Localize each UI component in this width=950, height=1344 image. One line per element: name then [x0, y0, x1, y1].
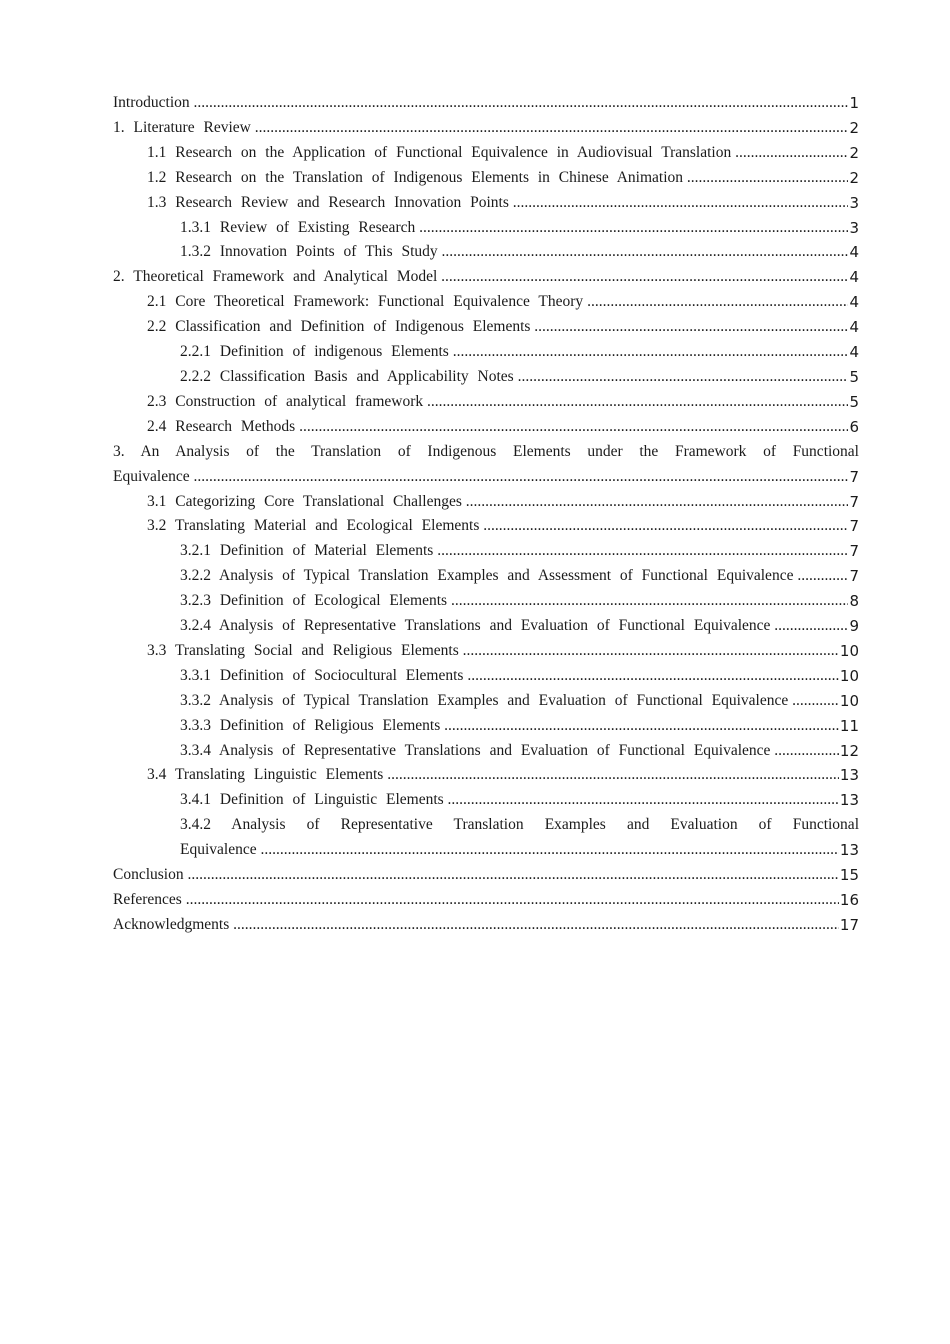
toc-entry-title: Acknowledgments .....: [113, 916, 859, 933]
toc-entry-page-number: 2: [848, 141, 859, 166]
toc-entry-title: Conclusion .....: [113, 866, 859, 883]
toc-entry-title: 3.3.2 Analysis of Typical Translation Examples and Evaluation of Functional Equivalence .....: [180, 692, 859, 709]
toc-entry-page-number: 16: [839, 888, 859, 913]
toc-entry[interactable]: [113, 863, 859, 888]
toc-entry-title: 3.2.1 Definition of Material Elements .....: [180, 542, 859, 559]
toc-entry-title-line2-wrapper: [113, 465, 859, 490]
toc-entry-title-line2-wrapper: [180, 838, 859, 863]
toc-entry[interactable]: [113, 614, 859, 639]
toc-entry[interactable]: [113, 290, 859, 315]
toc-entry[interactable]: [113, 116, 859, 141]
toc-entry[interactable]: [113, 539, 859, 564]
toc-entry[interactable]: [113, 440, 859, 490]
table-of-contents: [113, 91, 859, 938]
toc-entry-page-number: 13: [839, 788, 859, 813]
toc-entry[interactable]: [113, 913, 859, 938]
toc-entry[interactable]: [113, 788, 859, 813]
toc-entry-page-number: 7: [848, 465, 859, 490]
toc-entry[interactable]: [113, 714, 859, 739]
toc-entry-page-number: 4: [848, 315, 859, 340]
toc-entry-page-number: 3: [848, 191, 859, 216]
toc-entry-title: 1. Literature Review .....: [113, 119, 859, 136]
toc-entry[interactable]: [113, 240, 859, 265]
toc-entry-page-number: 17: [839, 913, 859, 938]
toc-entry-page-number: 3: [848, 216, 859, 241]
toc-entry[interactable]: [113, 166, 859, 191]
toc-entry[interactable]: [113, 315, 859, 340]
toc-entry[interactable]: [113, 91, 859, 116]
toc-entry[interactable]: [113, 689, 859, 714]
toc-entry-title: 2.1 Core Theoretical Framework: Functional Equivalence Theory .....: [147, 293, 859, 310]
toc-entry-page-number: 10: [839, 689, 859, 714]
toc-entry-page-number: 6: [848, 415, 859, 440]
toc-entry-page-number: 13: [839, 838, 859, 863]
toc-entry-page-number: 10: [839, 664, 859, 689]
toc-entry[interactable]: [113, 340, 859, 365]
toc-entry-title: 1.3.1 Review of Existing Research .....: [180, 219, 859, 236]
toc-entry-title: 3.3.4 Analysis of Representative Translations and Evaluation of Functional Equivalence .....: [180, 742, 859, 759]
toc-entry[interactable]: [113, 639, 859, 664]
toc-entry-title: 1.2 Research on the Translation of Indigenous Elements in Chinese Animation .....: [147, 169, 859, 186]
toc-entry[interactable]: [113, 589, 859, 614]
toc-entry[interactable]: [113, 390, 859, 415]
toc-entry[interactable]: [113, 216, 859, 241]
toc-entry[interactable]: [113, 888, 859, 913]
toc-entry-title: 2.3 Construction of analytical framework .....: [147, 393, 859, 410]
toc-entry-title-line2: Equivalence .....: [180, 841, 859, 858]
toc-entry-page-number: 2: [848, 166, 859, 191]
toc-entry-title: 1.3.2 Innovation Points of This Study .....: [180, 243, 859, 260]
toc-entry[interactable]: [113, 191, 859, 216]
toc-entry-page-number: 4: [848, 290, 859, 315]
toc-entry-title: 3.4 Translating Linguistic Elements .....: [147, 766, 859, 783]
toc-entry-page-number: 9: [848, 614, 859, 639]
toc-entry[interactable]: [113, 365, 859, 390]
toc-entry-page-number: 4: [848, 265, 859, 290]
toc-entry-title: 1.1 Research on the Application of Functional Equivalence in Audiovisual Translation .....: [147, 144, 859, 161]
toc-entry-title: 3.2 Translating Material and Ecological Elements .....: [147, 517, 859, 534]
toc-entry-title: 3.1 Categorizing Core Translational Challenges .....: [147, 493, 859, 510]
toc-entry-page-number: 7: [848, 564, 859, 589]
toc-entry-page-number: 7: [848, 490, 859, 515]
toc-entry-title: References .....: [113, 891, 859, 908]
toc-entry-title: 3.4.1 Definition of Linguistic Elements .....: [180, 791, 859, 808]
toc-entry-title: 2. Theoretical Framework and Analytical Model .....: [113, 268, 859, 285]
toc-entry-page-number: 7: [848, 514, 859, 539]
toc-entry[interactable]: [113, 739, 859, 764]
toc-entry-page-number: 13: [839, 763, 859, 788]
toc-entry-title: 1.3 Research Review and Research Innovation Points .....: [147, 194, 859, 211]
toc-entry-title: 3.2.4 Analysis of Representative Translations and Evaluation of Functional Equivalence .....: [180, 617, 859, 634]
toc-entry-page-number: 10: [839, 639, 859, 664]
toc-entry[interactable]: [113, 564, 859, 589]
toc-entry-title: 3.3 Translating Social and Religious Elements .....: [147, 642, 859, 659]
toc-entry-title-line2: Equivalence .....: [113, 468, 859, 485]
toc-entry-title: Introduction .....: [113, 94, 859, 111]
toc-entry-title: 2.4 Research Methods .....: [147, 418, 859, 435]
toc-entry[interactable]: [113, 265, 859, 290]
toc-entry-title: 3.2.3 Definition of Ecological Elements .....: [180, 592, 859, 609]
toc-entry[interactable]: [113, 490, 859, 515]
toc-entry[interactable]: [113, 415, 859, 440]
toc-entry-page-number: 15: [839, 863, 859, 888]
toc-entry[interactable]: [113, 514, 859, 539]
toc-entry-title: 3.2.2 Analysis of Typical Translation Examples and Assessment of Functional Equivalence .....: [180, 567, 859, 584]
toc-entry-title: 2.2 Classification and Definition of Indigenous Elements .....: [147, 318, 859, 335]
toc-entry-page-number: 2: [848, 116, 859, 141]
toc-entry-title-line1: 3. An Analysis of the Translation of Indigenous Elements under the Framework of Functional: [113, 442, 859, 460]
toc-entry-page-number: 8: [848, 589, 859, 614]
toc-entry[interactable]: [113, 813, 859, 863]
toc-entry-page-number: 11: [839, 714, 859, 739]
toc-entry-page-number: 5: [848, 390, 859, 415]
toc-entry-title: 3.3.1 Definition of Sociocultural Elements .....: [180, 667, 859, 684]
toc-entry-page-number: 5: [848, 365, 859, 390]
toc-entry-title: 2.2.1 Definition of indigenous Elements .....: [180, 343, 859, 360]
toc-entry-title: 2.2.2 Classification Basis and Applicability Notes .....: [180, 368, 859, 385]
toc-entry-title-line1: 3.4.2 Analysis of Representative Translation Examples and Evaluation of Functional: [180, 816, 859, 834]
toc-entry-page-number: 4: [848, 240, 859, 265]
toc-entry-page-number: 4: [848, 340, 859, 365]
toc-entry-page-number: 1: [848, 91, 859, 116]
toc-entry-page-number: 7: [848, 539, 859, 564]
toc-entry-title: 3.3.3 Definition of Religious Elements .....: [180, 717, 859, 734]
toc-entry[interactable]: [113, 664, 859, 689]
toc-entry[interactable]: [113, 141, 859, 166]
toc-entry-page-number: 12: [839, 739, 859, 764]
toc-entry[interactable]: [113, 763, 859, 788]
